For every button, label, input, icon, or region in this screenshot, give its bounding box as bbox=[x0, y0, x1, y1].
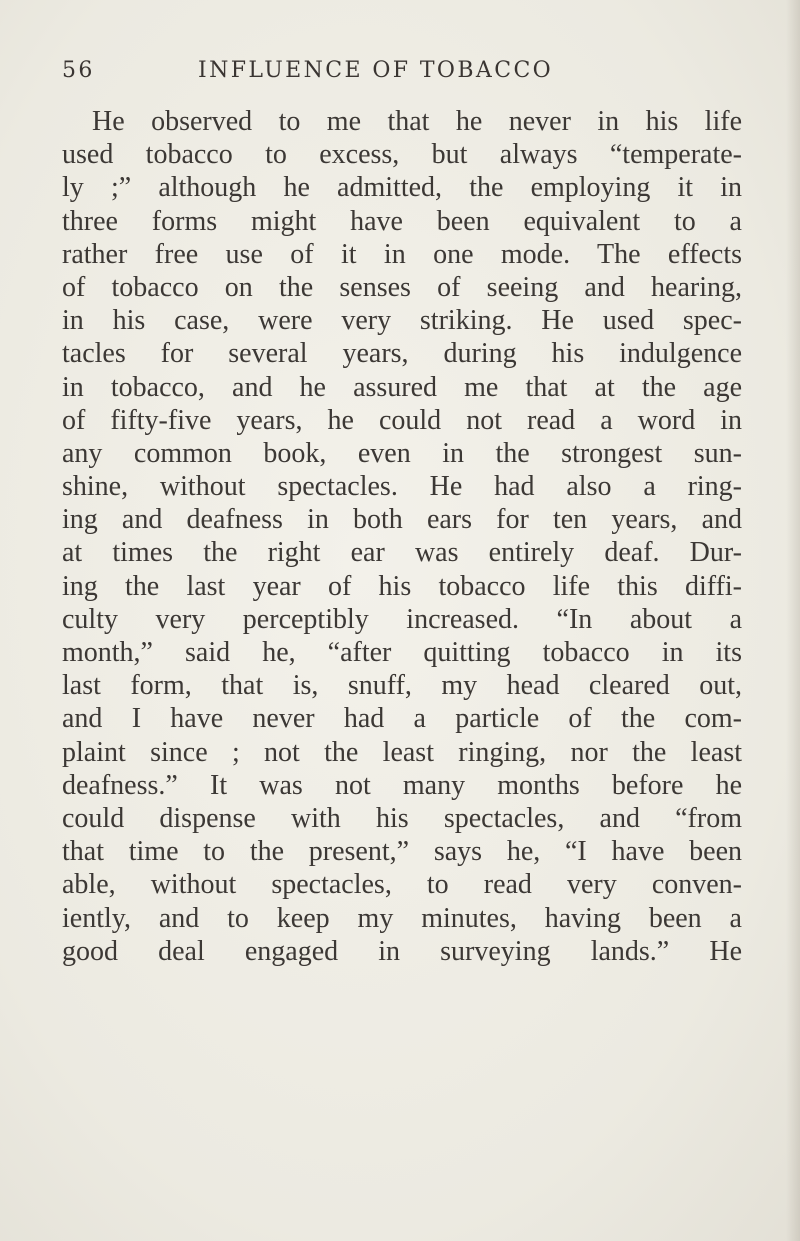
text-line: last form, that is, snuff, my head cleared out, bbox=[62, 670, 742, 702]
text-line: three forms might have been equivalent to a bbox=[62, 205, 742, 237]
text-line: ly ;” although he admitted, the employing it in bbox=[62, 172, 742, 204]
text-line: of fifty-five years, he could not read a word in bbox=[62, 404, 742, 436]
text-line: ing and deafness in both ears for ten years, and bbox=[62, 504, 742, 536]
running-title: INFLUENCE OF TOBACCO bbox=[198, 58, 554, 83]
text-line: that time to the present,” says he, “I have been bbox=[62, 836, 742, 868]
running-head bbox=[62, 58, 662, 92]
text-line: and I have never had a particle of the com- bbox=[62, 703, 742, 735]
text-line: month,” said he, “after quitting tobacco in its bbox=[62, 637, 742, 668]
text-line: tacles for several years, during his indulgence bbox=[62, 338, 742, 370]
text-line: of tobacco on the senses of seeing and hearing, bbox=[62, 271, 742, 303]
text-line: in tobacco, and he assured me that at the age bbox=[62, 371, 742, 403]
text-line: any common book, even in the strongest sun- bbox=[62, 437, 742, 469]
body-text bbox=[62, 105, 742, 968]
text-line: rather free use of it in one mode. The effects bbox=[62, 238, 742, 270]
text-line: He observed to me that he never in his life bbox=[92, 106, 742, 137]
text-line: plaint since ; not the least ringing, nor the least bbox=[62, 736, 742, 768]
text-line: good deal engaged in surveying lands.” He bbox=[62, 935, 742, 967]
text-line: able, without spectacles, to read very conven- bbox=[62, 869, 742, 901]
text-line: ing the last year of his tobacco life this diffi- bbox=[62, 570, 742, 602]
text-line: iently, and to keep my minutes, having been a bbox=[62, 902, 742, 934]
text-line: used tobacco to excess, but always “temperate- bbox=[62, 139, 742, 171]
text-line: culty very perceptibly increased. “In about a bbox=[62, 603, 742, 635]
text-line: at times the right ear was entirely deaf. Dur- bbox=[62, 537, 742, 569]
text-line: could dispense with his spectacles, and “from bbox=[62, 802, 742, 834]
text-line: shine, without spectacles. He had also a ring- bbox=[62, 471, 742, 503]
text-line: in his case, were very striking. He used spec- bbox=[62, 305, 742, 337]
page-number: 56 bbox=[62, 58, 95, 83]
text-line: deafness.” It was not many months before he bbox=[62, 769, 742, 801]
page-edge-shadow bbox=[786, 0, 800, 1241]
